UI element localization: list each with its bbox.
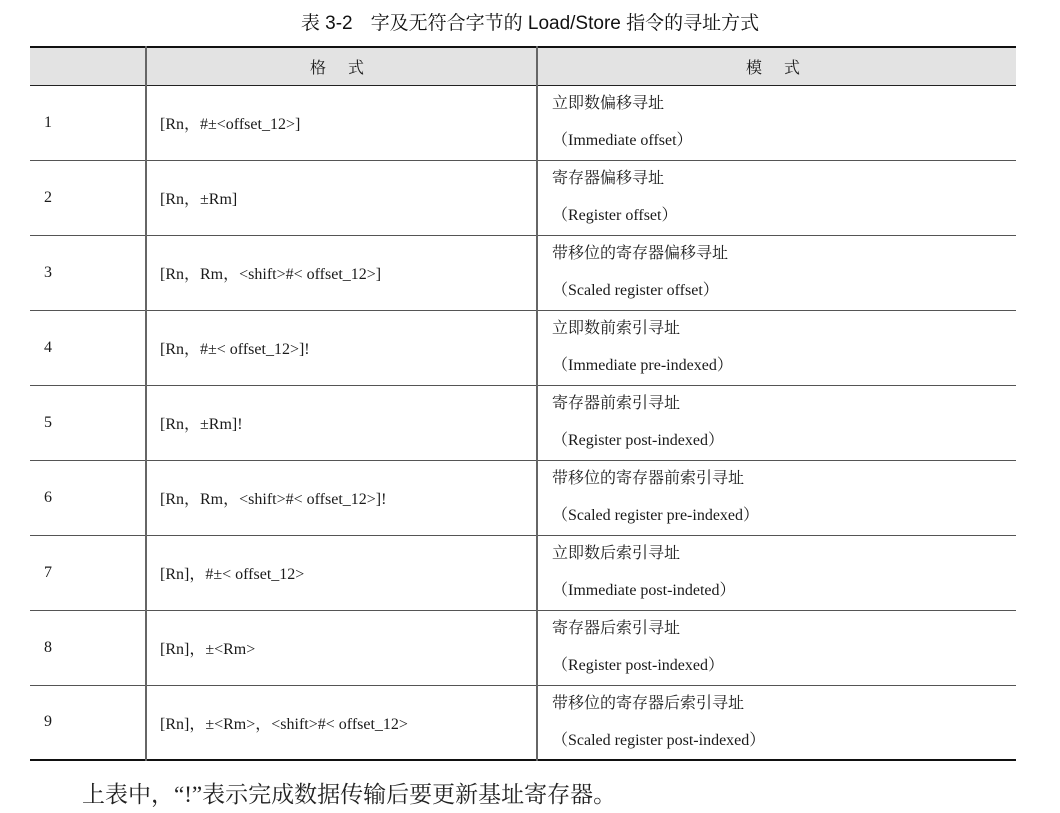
table-row (30, 385, 1016, 460)
mode-english: （Scaled register offset） (552, 282, 719, 299)
mode-english: （Register offset） (552, 207, 678, 224)
header-mode: 模式 (537, 47, 1016, 85)
table-row (30, 610, 1016, 685)
table-header-row (30, 47, 1016, 85)
row-format: [Rn]，#±< offset_12> (146, 535, 537, 610)
mode-chinese: 立即数偏移寻址 (552, 95, 665, 112)
table-row (30, 310, 1016, 385)
mode-chinese: 带移位的寄存器后索引寻址 (552, 694, 745, 712)
row-format: [Rn，#±<offset_12>] (146, 85, 537, 160)
mode-english: （Register post-indexed） (552, 432, 724, 449)
header-number (30, 47, 146, 85)
row-number: 2 (30, 160, 146, 235)
mode-chinese: 带移位的寄存器前索引寻址 (552, 470, 745, 487)
row-number: 6 (30, 460, 146, 535)
mode-english: （Scaled register post-indexed） (552, 731, 766, 749)
row-format: [Rn，#±< offset_12>]! (146, 310, 537, 385)
row-format: [Rn]，±<Rm>，<shift>#< offset_12> (146, 685, 537, 760)
mode-english: （Register post-indexed） (552, 657, 724, 674)
row-number: 1 (30, 85, 146, 160)
row-mode (537, 385, 1016, 460)
mode-english: （Immediate offset） (552, 132, 693, 149)
row-mode (537, 535, 1016, 610)
addressing-modes-table (30, 46, 1016, 761)
row-mode (537, 460, 1016, 535)
mode-chinese: 立即数后索引寻址 (552, 545, 681, 562)
mode-chinese: 带移位的寄存器偏移寻址 (552, 245, 729, 262)
table-row (30, 160, 1016, 235)
mode-chinese: 寄存器偏移寻址 (552, 170, 665, 187)
table-caption (0, 8, 1060, 35)
row-mode (537, 610, 1016, 685)
mode-chinese: 寄存器后索引寻址 (552, 620, 681, 637)
row-format: [Rn，±Rm] (146, 160, 537, 235)
row-number: 4 (30, 310, 146, 385)
mode-english: （Immediate pre-indexed） (552, 357, 733, 374)
row-number: 7 (30, 535, 146, 610)
row-number: 9 (44, 713, 52, 731)
row-number: 5 (30, 385, 146, 460)
mode-chinese: 立即数前索引寻址 (552, 320, 681, 337)
row-format: [Rn]，±<Rm> (146, 610, 537, 685)
row-mode (537, 685, 1016, 760)
row-mode (537, 85, 1016, 160)
table-row (30, 235, 1016, 310)
row-mode (537, 160, 1016, 235)
table-title: 字及无符合字节的 Load/Store 指令的寻址方式 (370, 13, 760, 34)
header-format: 格式 (146, 47, 537, 85)
row-mode (537, 235, 1016, 310)
table-row (30, 85, 1016, 160)
row-number: 3 (30, 235, 146, 310)
row-format: [Rn，±Rm]! (146, 385, 537, 460)
table-row (30, 460, 1016, 535)
row-mode (537, 310, 1016, 385)
mode-english: （Immediate post-indeted） (552, 582, 736, 599)
mode-english: （Scaled register pre-indexed） (552, 507, 760, 524)
row-format: [Rn，Rm，<shift>#< offset_12>] (146, 235, 537, 310)
table-row (30, 535, 1016, 610)
row-format: [Rn，Rm，<shift>#< offset_12>]! (146, 460, 537, 535)
mode-chinese: 寄存器前索引寻址 (552, 395, 681, 412)
table-row (30, 685, 1016, 760)
footnote: 上表中，“!”表示完成数据传输后要更新基址寄存器。 (82, 782, 617, 807)
table-number: 表 3-2 (300, 13, 353, 34)
row-number: 8 (30, 610, 146, 685)
